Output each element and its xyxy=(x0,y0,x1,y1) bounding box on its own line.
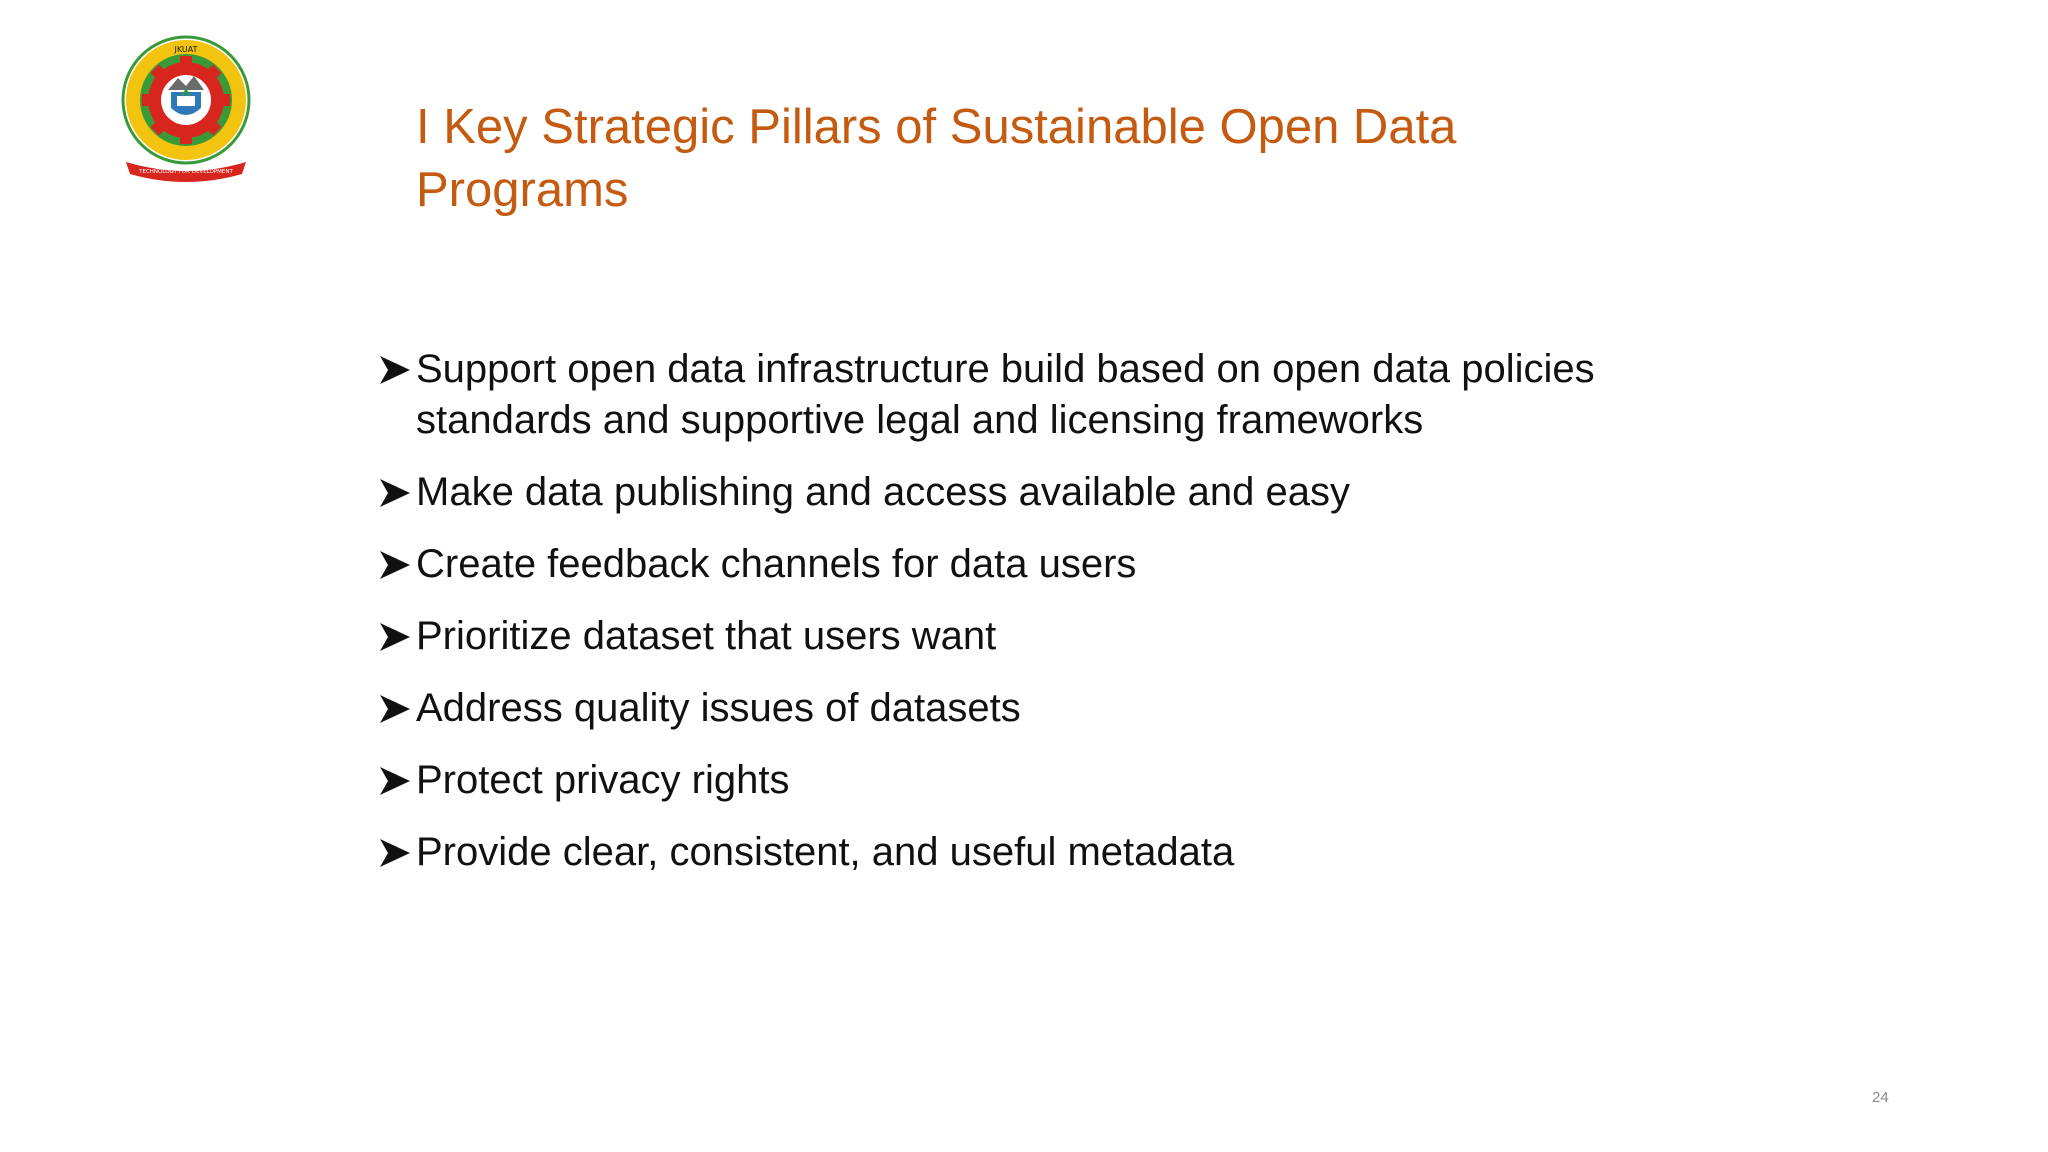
arrow-bullet-icon xyxy=(378,354,412,386)
list-item xyxy=(378,611,1778,662)
arrow-bullet-icon xyxy=(378,477,412,509)
bullet-text: Prioritize dataset that users want xyxy=(416,614,997,658)
arrow-bullet-icon xyxy=(378,621,412,653)
bullet-text: Provide clear, consistent, and useful metadata xyxy=(416,830,1235,874)
arrow-bullet-icon xyxy=(378,549,412,581)
list-item xyxy=(378,539,1778,590)
page-number: 24 xyxy=(1872,1089,1889,1106)
svg-text:JKUAT: JKUAT xyxy=(174,45,198,54)
bullet-text: Create feedback channels for data users xyxy=(416,542,1137,586)
svg-text:TECHNOLOGY FOR DEVELOPMENT: TECHNOLOGY FOR DEVELOPMENT xyxy=(139,169,233,175)
arrow-bullet-icon xyxy=(378,693,412,725)
list-item xyxy=(378,683,1778,734)
list-item xyxy=(378,467,1778,518)
bullet-text: Make data publishing and access available and easy xyxy=(416,470,1350,514)
bullet-text: Support open data infrastructure build based on open data policies standards and supportive legal and licensing frameworks xyxy=(416,347,1595,442)
list-item xyxy=(378,344,1778,446)
bullet-text: Address quality issues of datasets xyxy=(416,686,1021,730)
bullet-list xyxy=(378,344,1778,899)
university-crest-icon xyxy=(116,34,256,184)
arrow-bullet-icon xyxy=(378,765,412,797)
bullet-text: Protect privacy rights xyxy=(416,758,790,802)
list-item xyxy=(378,827,1778,878)
list-item xyxy=(378,755,1778,806)
slide-title: I Key Strategic Pillars of Sustainable Open Data Programs xyxy=(416,100,1457,217)
arrow-bullet-icon xyxy=(378,837,412,869)
